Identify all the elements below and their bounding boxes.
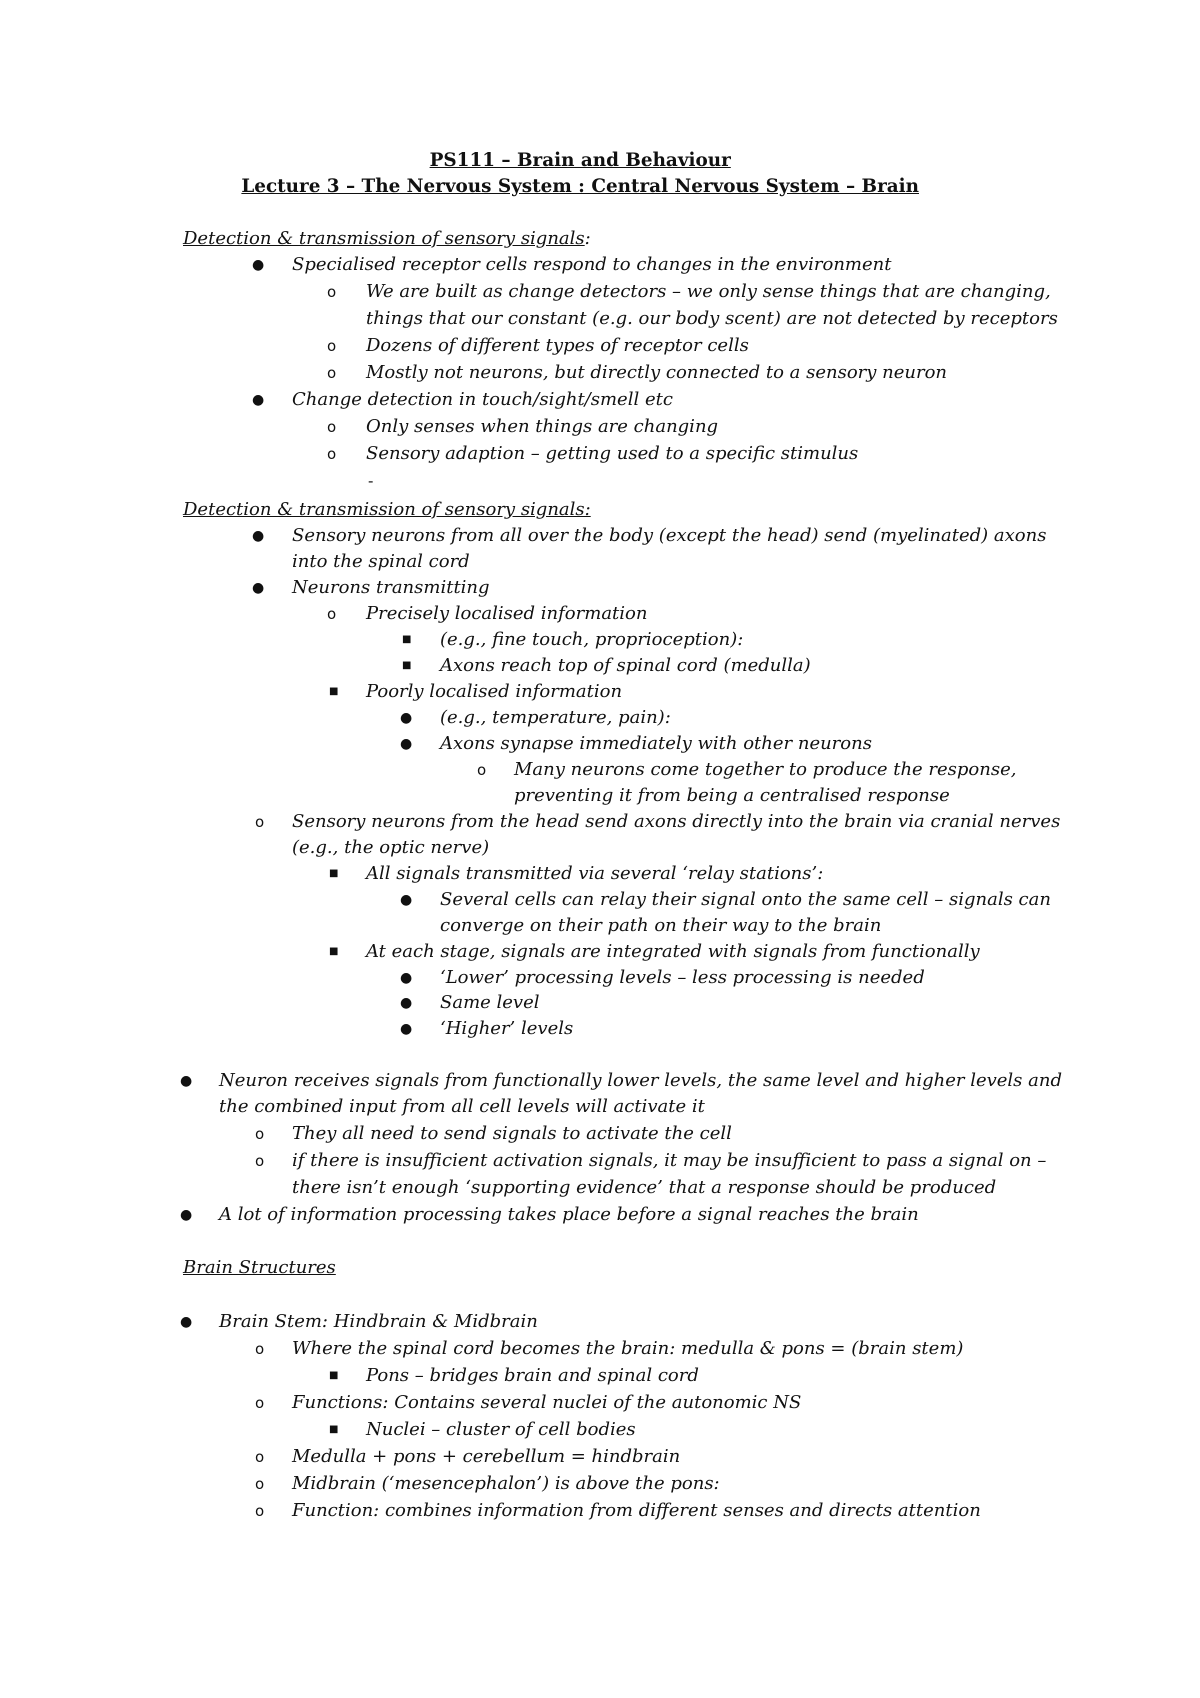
list-item: Dozens of different types of receptor cells bbox=[366, 335, 749, 356]
list-item: At each stage, signals are integrated with signals from functionally bbox=[366, 941, 980, 962]
section-heading-detection-2: Detection & transmission of sensory signals: bbox=[183, 499, 591, 520]
bullet-square-icon: ■ bbox=[402, 660, 412, 671]
list-item: Medulla + pons + cerebellum = hindbrain bbox=[292, 1446, 681, 1467]
list-item: (e.g., fine touch, proprioception): bbox=[440, 629, 744, 650]
list-item: Axons synapse immediately with other neurons bbox=[440, 733, 872, 754]
bullet-disc-icon: ● bbox=[252, 580, 265, 596]
list-item: Specialised receptor cells respond to changes in the environment bbox=[292, 254, 892, 275]
bullet-square-icon: ■ bbox=[329, 1370, 339, 1381]
bullet-square-icon: ■ bbox=[329, 1424, 339, 1435]
bullet-circle-icon: o bbox=[255, 1448, 265, 1466]
bullet-disc-icon: ● bbox=[252, 257, 265, 273]
section-heading-brain-structures: Brain Structures bbox=[183, 1257, 336, 1278]
list-item-continuation: (e.g., the optic nerve) bbox=[292, 837, 490, 858]
bullet-circle-icon: o bbox=[255, 1340, 265, 1358]
list-item: if there is insufficient activation signals, it may be insufficient to pass a signal on – bbox=[292, 1150, 1047, 1171]
list-item: Same level bbox=[440, 992, 540, 1013]
bullet-circle-icon: o bbox=[327, 337, 337, 355]
list-item: Neuron receives signals from functionally lower levels, the same level and higher levels and bbox=[219, 1070, 1062, 1091]
bullet-circle-icon: o bbox=[255, 813, 265, 831]
bullet-disc-icon: ● bbox=[400, 892, 413, 908]
bullet-circle-icon: o bbox=[255, 1502, 265, 1520]
list-item: Many neurons come together to produce the response, bbox=[514, 759, 1017, 780]
list-item: Function: combines information from different senses and directs attention bbox=[292, 1500, 981, 1521]
bullet-disc-icon: ● bbox=[180, 1073, 193, 1089]
bullet-circle-icon: o bbox=[477, 761, 487, 779]
list-item: Brain Stem: Hindbrain & Midbrain bbox=[219, 1311, 538, 1332]
list-item: Functions: Contains several nuclei of the autonomic NS bbox=[292, 1392, 802, 1413]
bullet-square-icon: ■ bbox=[402, 634, 412, 645]
list-item: ‘Lower’ processing levels – less processing is needed bbox=[440, 967, 925, 988]
bullet-circle-icon: o bbox=[327, 283, 337, 301]
list-item-continuation: converge on their path on their way to the brain bbox=[440, 915, 882, 936]
bullet-circle-icon: o bbox=[255, 1125, 265, 1143]
bullet-disc-icon: ● bbox=[400, 970, 413, 986]
list-item: Sensory adaption – getting used to a specific stimulus bbox=[366, 443, 859, 464]
list-item: Change detection in touch/sight/smell etc bbox=[292, 389, 673, 410]
lecture-title: Lecture 3 – The Nervous System : Central Nervous System – Brain bbox=[241, 175, 919, 197]
list-item-continuation: preventing it from being a centralised response bbox=[514, 785, 950, 806]
bullet-square-icon: ■ bbox=[329, 946, 339, 957]
bullet-circle-icon: o bbox=[327, 445, 337, 463]
list-item: Axons reach top of spinal cord (medulla) bbox=[440, 655, 811, 676]
list-item: Mostly not neurons, but directly connected to a sensory neuron bbox=[366, 362, 948, 383]
list-item-continuation: the combined input from all cell levels will activate it bbox=[219, 1096, 705, 1117]
list-item: We are built as change detectors – we only sense things that are changing, bbox=[366, 281, 1051, 302]
bullet-disc-icon: ● bbox=[252, 392, 265, 408]
bullet-disc-icon: ● bbox=[252, 528, 265, 544]
bullet-disc-icon: ● bbox=[400, 736, 413, 752]
list-item: Poorly localised information bbox=[366, 681, 623, 702]
section-heading-colon: : bbox=[584, 228, 591, 249]
list-item-continuation: there isn’t enough ‘supporting evidence’ that a response should be produced bbox=[292, 1177, 997, 1198]
bullet-circle-icon: o bbox=[255, 1475, 265, 1493]
bullet-circle-icon: o bbox=[327, 418, 337, 436]
list-item: Nuclei – cluster of cell bodies bbox=[366, 1419, 636, 1440]
bullet-disc-icon: ● bbox=[400, 710, 413, 726]
list-item: Several cells can relay their signal onto the same cell – signals can bbox=[440, 889, 1051, 910]
bullet-square-icon: ■ bbox=[329, 686, 339, 697]
document-title: PS111 – Brain and Behaviour bbox=[429, 149, 731, 171]
list-item: They all need to send signals to activate the cell bbox=[292, 1123, 732, 1144]
bullet-square-icon: ■ bbox=[329, 868, 339, 879]
bullet-circle-icon: o bbox=[327, 605, 337, 623]
bullet-disc-icon: ● bbox=[400, 995, 413, 1011]
list-item: (e.g., temperature, pain): bbox=[440, 707, 671, 728]
bullet-circle-icon: o bbox=[327, 364, 337, 382]
list-item: Sensory neurons from all over the body (except the head) send (myelinated) axons bbox=[292, 525, 1047, 546]
bullet-circle-icon: o bbox=[255, 1394, 265, 1412]
list-item: Where the spinal cord becomes the brain: medulla & pons = (brain stem) bbox=[292, 1338, 964, 1359]
bullet-disc-icon: ● bbox=[180, 1207, 193, 1223]
list-item: Only senses when things are changing bbox=[366, 416, 719, 437]
bullet-disc-icon: ● bbox=[180, 1314, 193, 1330]
section-heading-text: Detection & transmission of sensory signals bbox=[183, 228, 585, 249]
list-item: Midbrain (‘mesencephalon’) is above the pons: bbox=[292, 1473, 720, 1494]
list-item: Pons – bridges brain and spinal cord bbox=[366, 1365, 699, 1386]
list-item: ‘Higher’ levels bbox=[440, 1018, 574, 1039]
list-item-continuation: things that our constant (e.g. our body scent) are not detected by receptors bbox=[366, 308, 1058, 329]
list-item-continuation: into the spinal cord bbox=[292, 551, 470, 572]
list-item: Sensory neurons from the head send axons directly into the brain via cranial nerves bbox=[292, 811, 1061, 832]
bullet-circle-icon: o bbox=[255, 1152, 265, 1170]
bullet-disc-icon: ● bbox=[400, 1021, 413, 1037]
list-item: A lot of information processing takes place before a signal reaches the brain bbox=[219, 1204, 919, 1225]
list-item: Neurons transmitting bbox=[292, 577, 490, 598]
stray-dash: - bbox=[368, 471, 374, 490]
list-item: All signals transmitted via several ‘relay stations’: bbox=[366, 863, 824, 884]
list-item: Precisely localised information bbox=[366, 603, 648, 624]
section-heading-detection bbox=[183, 226, 591, 252]
